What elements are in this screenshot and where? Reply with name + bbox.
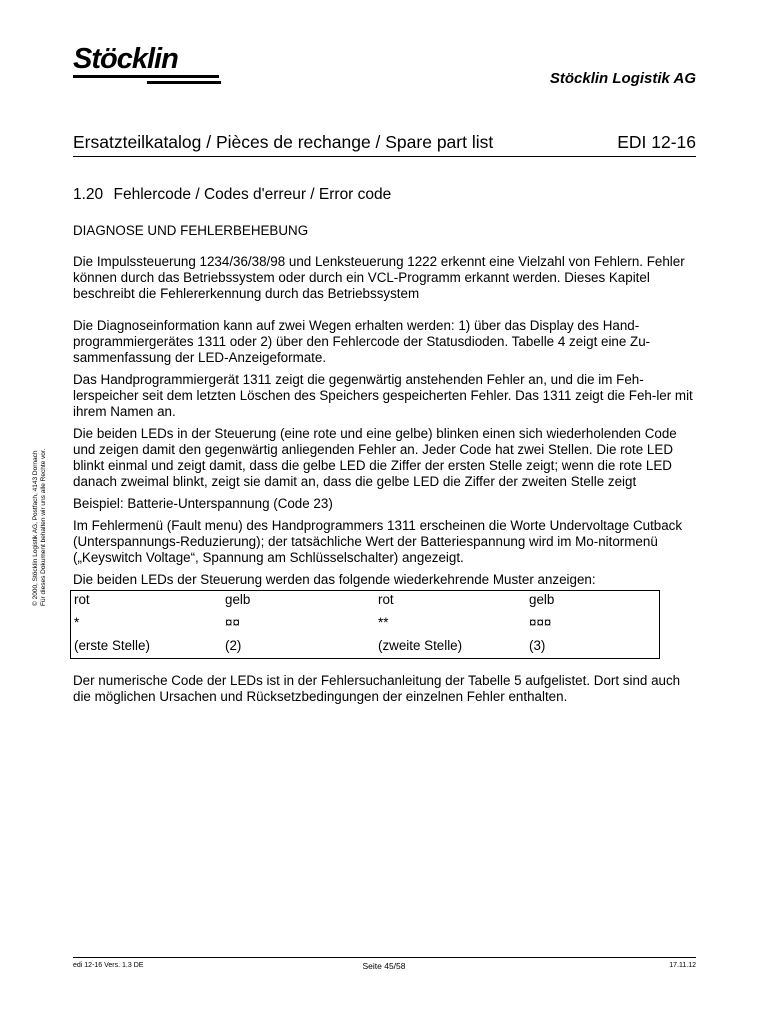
section-heading bbox=[73, 186, 391, 204]
body-content bbox=[73, 223, 695, 705]
section-number: 1.20 bbox=[73, 186, 104, 203]
table-cell: ** bbox=[378, 615, 389, 630]
footer-version: edi 12-16 Vers. 1.3 DE bbox=[73, 962, 144, 969]
rights-line: Für dieses Dokument behalten wir uns alle Rechte vor. bbox=[40, 448, 47, 606]
paragraph-fault-menu: Im Fehlermenü (Fault menu) des Handprogrammers 1311 erscheinen die Worte Undervoltage Cutback (Unterspannungs-Reduzierung); der tatsächliche Wert der Batteriespannung wird im Mo-nitormenü („Keyswitch Voltage“, Spannung am Schlüsselschalter) angezeigt. bbox=[73, 518, 683, 565]
section-title: Fehlercode / Codes d'erreur / Error code bbox=[113, 186, 392, 203]
logo-underline-bottom bbox=[147, 81, 221, 84]
paragraph-numeric-code: Der numerische Code der LEDs ist in der Fehlersuchanleitung der Tabelle 5 aufgelistet. Dort sind auch die möglichen Ursachen und Rücksetzbedingungen der einzelnen Fehler enthalten. bbox=[73, 673, 681, 704]
paragraph-pattern: Die beiden LEDs der Steuerung werden das folgende wiederkehrende Muster anzeigen: bbox=[73, 572, 596, 587]
table-cell: (erste Stelle) bbox=[74, 638, 150, 653]
table-cell: gelb bbox=[225, 592, 251, 607]
logo-wordmark: Stöcklin bbox=[73, 43, 178, 75]
company-name: Stöcklin Logistik AG bbox=[549, 70, 696, 87]
stocklin-logo bbox=[73, 44, 223, 86]
copyright-line: © 2000, Stöcklin Logistik AG, Postfach, 4143 Dornach bbox=[32, 450, 39, 606]
table-cell: rot bbox=[74, 592, 90, 607]
logo-underline-top bbox=[73, 75, 219, 78]
table-cell: ¤¤¤ bbox=[529, 615, 552, 630]
paragraph-programmer: Das Handprogrammiergerät 1311 zeigt die gegenwärtig anstehenden Fehler an, und die im Feh-lerspeicher seit dem letzten Löschen des Speichers gespeicherten Fehler. Das 1311 zeigt die Feh-ler mit ihrem Namen an. bbox=[73, 372, 693, 419]
subheading: DIAGNOSE UND FEHLERBEHEBUNG bbox=[73, 223, 309, 238]
table-cell: ¤¤ bbox=[225, 615, 240, 630]
footer-date: 17.11.12 bbox=[669, 962, 696, 969]
table-cell: * bbox=[74, 615, 80, 630]
document-title-row bbox=[73, 132, 696, 157]
document-title: Ersatzteilkatalog / Pièces de rechange / Spare part list bbox=[73, 132, 494, 152]
page-number: Seite 45/58 bbox=[362, 961, 406, 971]
paragraph-intro: Die Impulssteuerung 1234/36/38/98 und Lenksteuerung 1222 erkennt eine Vielzahl von Fehlern. Fehler können durch das Betriebssystem oder durch ein VCL-Programm erkannt werden. Dieses Kapitel beschreibt die Fehlererkennung durch das Betriebssystem bbox=[73, 254, 685, 301]
copyright-notice bbox=[32, 386, 48, 606]
paragraph-example: Beispiel: Batterie-Unterspannung (Code 23) bbox=[73, 496, 333, 511]
table-row bbox=[71, 614, 660, 637]
table-cell: (2) bbox=[225, 638, 242, 653]
table-cell: (3) bbox=[529, 638, 546, 653]
table-cell: rot bbox=[378, 592, 394, 607]
paragraph-diagnose: Die Diagnoseinformation kann auf zwei Wegen erhalten werden: 1) über das Display des Hand-programmiergerätes 1311 oder 2) über den Fehlercode der Statusdioden. Tabelle 4 zeigt eine Zu-sammenfassung der LED-Anzeigeformate. bbox=[73, 318, 651, 365]
table-cell: (zweite Stelle) bbox=[378, 638, 463, 653]
footer-divider bbox=[73, 957, 696, 958]
document-code: EDI 12-16 bbox=[617, 132, 696, 152]
table-row bbox=[71, 591, 660, 615]
led-pattern-table bbox=[70, 590, 660, 659]
paragraph-leds: Die beiden LEDs in der Steuerung (eine rote und eine gelbe) blinken einen sich wiederholenden Code und zeigen damit den gegenwärtig anliegenden Fehler an. Jeder Code hat zwei Stellen. Die rote LED blinkt einmal und zeigt damit, dass die gelbe LED die Ziffer der ersten Stelle zeigt; wenn die rote LED danach zweimal blinkt, zeigt sie damit an, dass die gelbe LED die Ziffer der zweiten Stelle zeigt bbox=[73, 426, 677, 489]
table-cell: gelb bbox=[529, 592, 555, 607]
table-row bbox=[71, 637, 660, 659]
